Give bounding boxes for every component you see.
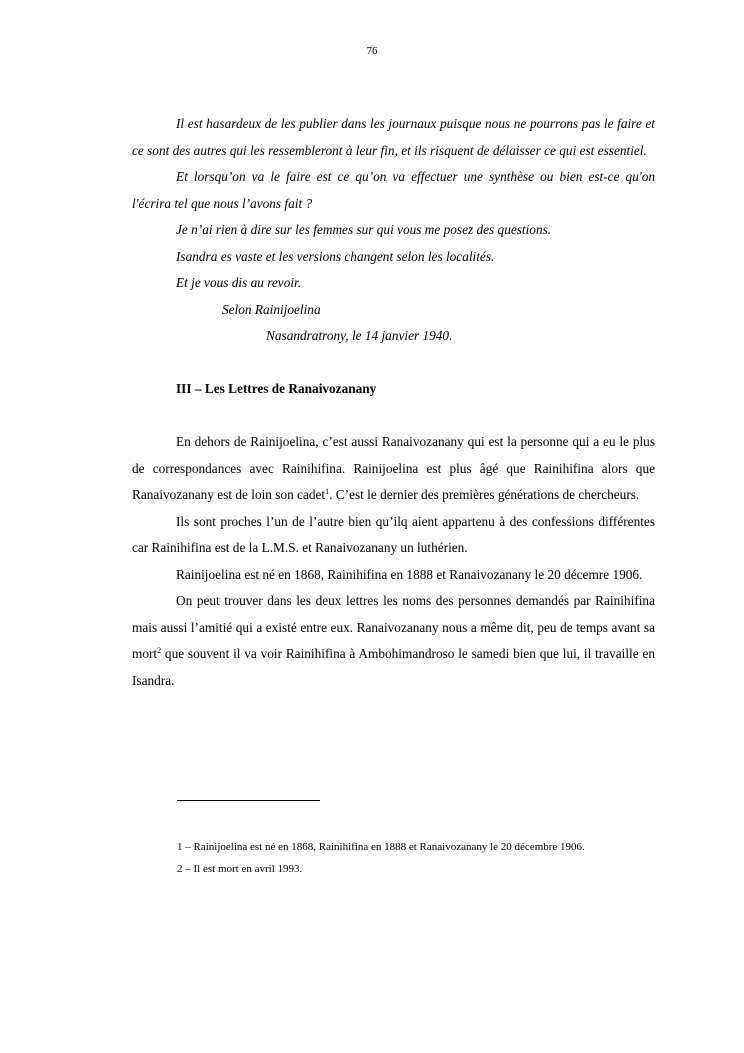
letter-place-date: Nasandratrony, le 14 janvier 1940. [266,328,453,343]
body-paragraph [132,429,655,509]
footnote-separator [177,800,320,801]
body-paragraph: Ils sont proches l’un de l’autre bien qu’ilq aient appartenu à des confessions différentes car Rainihifina est de la L.M.S. et Ranaivozanany un luthérien. [132,513,655,555]
footnote: 1 – Rainijoelina est né en 1868, Rainihifina en 1888 et Ranaivozanany le 20 décembre 1906. [177,841,585,853]
footnotes [177,836,657,880]
footnote: 2 – Il est mort en avril 1993. [177,863,303,875]
letter-paragraph: Il est hasardeux de les publier dans les journaux puisque nous ne pourrons pas le faire et ce sont des autres qui les ressembleront à leur fin, et ils risquent de délaisser ce qui est essentiel. [132,116,655,158]
page-number: 76 [366,45,378,57]
body-paragraph: Rainijoelina est né en 1868, Rainihifina en 1888 et Ranaivozanany le 20 décemre 1906. [176,566,643,582]
footnote-ref: 2 [157,646,162,655]
letter-signature: Selon Rainijoelina [222,301,321,317]
body-paragraph [132,588,655,694]
body-text: On peut trouver dans les deux lettres les noms des personnes demandés par Rainihifina mais aussi l’amitié qui a existé entre eux. Ranaivozanany nous a même dit, peu de temps avant sa mort [132,593,655,661]
body-text: que souvent il va voir Rainihifina à Ambohimandroso le samedi bien que lui, il travaille en Isandra. [132,646,655,688]
letter-paragraph: Et lorsqu’on va le faire est ce qu’on va effectuer une synthèse ou bien est-ce qu'on l'écrira tel que nous l’avons fait ? [132,169,655,211]
letter-paragraph: Je n’ai rien à dire sur les femmes sur qui vous me posez des questions. [176,222,552,237]
body-text: . C’est le dernier des premières générations de chercheurs. [329,487,640,502]
page-content [132,111,655,694]
body-text: En dehors de Rainijoelina, c’est aussi Ranaivozanany qui est la personne qui a eu le plus de correspondances avec Rainihifina. Rainijoelina est plus âgé que Rainihifina alors que Ranaivozanany est de loin son cadet [132,434,655,502]
letter-closing: Et je vous dis au revoir. [176,275,302,290]
letter-paragraph: Isandra es vaste et les versions changent selon les localités. [176,248,495,264]
section-heading: III – Les Lettres de Ranaivozanany [176,381,377,396]
footnote-ref: 1 [325,487,330,496]
